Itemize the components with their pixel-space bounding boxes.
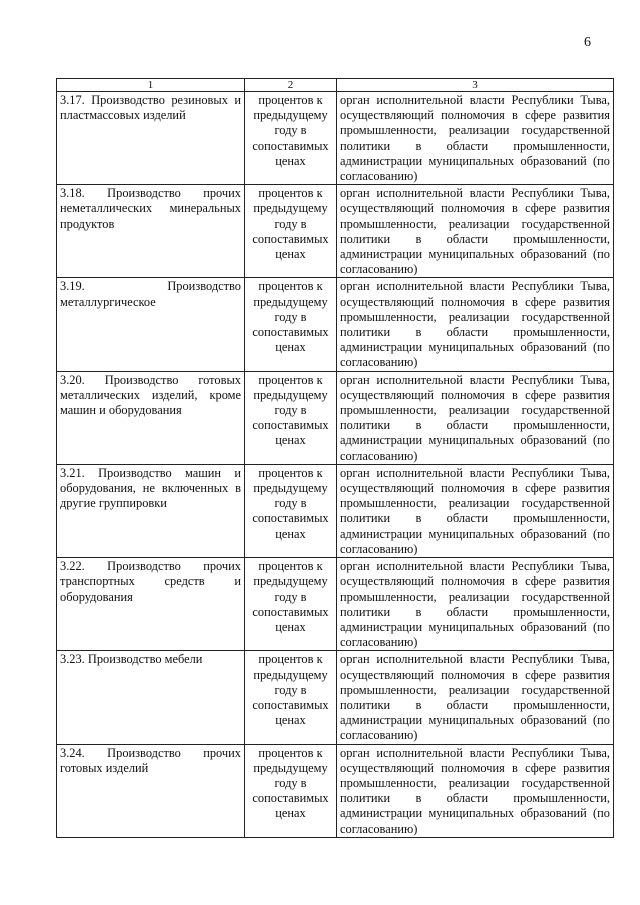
- unit-cell: [245, 185, 337, 278]
- table-row: [57, 278, 614, 371]
- responsible-cell: [337, 185, 614, 278]
- responsible-text: орган исполнительной власти Республики Тыва, осуществляющий полномочия в сфере развития промышленности, реализации государственной политики в области промышленности, администрации муниципальных образований (по согласованию): [340, 745, 610, 836]
- table-row: [57, 464, 614, 557]
- responsible-cell: [337, 92, 614, 185]
- indicator-text: 3.23. Производство мебели: [60, 652, 203, 667]
- column-header-1: 1: [57, 79, 245, 92]
- indicator-cell: [57, 371, 245, 464]
- unit-cell: [245, 464, 337, 557]
- page-number: 6: [584, 35, 591, 50]
- indicator-text: 3.21. Производство машин и оборудования, не включенных в другие группировки: [60, 465, 241, 511]
- indicator-cell: [57, 278, 245, 371]
- unit-cell: [245, 558, 337, 651]
- responsible-cell: [337, 744, 614, 837]
- unit-cell: [245, 278, 337, 371]
- table-row: [57, 92, 614, 185]
- indicator-cell: [57, 744, 245, 837]
- unit-cell: [245, 744, 337, 837]
- unit-text: процентов к предыдущему году в сопоставимых ценах: [252, 652, 329, 728]
- responsible-cell: [337, 278, 614, 371]
- responsible-cell: [337, 464, 614, 557]
- responsible-cell: [337, 651, 614, 744]
- unit-text: процентов к предыдущему году в сопоставимых ценах: [252, 559, 329, 634]
- table-header-row: [57, 79, 614, 92]
- unit-text: процентов к предыдущему году в сопоставимых ценах: [252, 465, 329, 541]
- responsible-text: орган исполнительной власти Республики Тыва, осуществляющий полномочия в сфере развития промышленности, реализации государственной политики в области промышленности, администрации муниципальных образований (по согласованию): [340, 279, 610, 370]
- indicator-text: 3.20. Производство готовых металлических изделий, кроме машин и оборудования: [60, 372, 241, 418]
- indicator-text: 3.17. Производство резиновых и пластмассовых изделий: [60, 93, 241, 123]
- indicator-text: 3.22. Производство прочих транспортных средств и оборудования: [60, 559, 241, 604]
- unit-cell: [245, 651, 337, 744]
- indicator-cell: [57, 651, 245, 744]
- responsible-cell: [337, 371, 614, 464]
- indicator-cell: [57, 92, 245, 185]
- unit-text: процентов к предыдущему году в сопоставимых ценах: [252, 279, 329, 355]
- table-row: [57, 744, 614, 837]
- indicator-text: 3.24. Производство прочих готовых изделий: [60, 745, 241, 775]
- table-row: [57, 651, 614, 744]
- unit-text: процентов к предыдущему году в сопоставимых ценах: [252, 372, 329, 448]
- responsible-text: орган исполнительной власти Республики Тыва, осуществляющий полномочия в сфере развития промышленности, реализации государственной политики в области промышленности, администрации муниципальных образований (по согласованию): [340, 465, 610, 556]
- unit-cell: [245, 371, 337, 464]
- indicator-cell: [57, 185, 245, 278]
- responsible-text: орган исполнительной власти Республики Тыва, осуществляющий полномочия в сфере развития промышленности, реализации государственной политики в области промышленности, администрации муниципальных образований (по согласованию): [340, 186, 610, 277]
- unit-text: процентов к предыдущему году в сопоставимых ценах: [252, 186, 329, 262]
- responsible-text: орган исполнительной власти Республики Тыва, осуществляющий полномочия в сфере развития промышленности, реализации государственной политики в области промышленности, администрации муниципальных образований (по согласованию): [340, 93, 610, 184]
- unit-text: процентов к предыдущему году в сопоставимых ценах: [252, 745, 329, 821]
- column-header-3: 3: [337, 79, 614, 92]
- indicator-cell: [57, 558, 245, 651]
- unit-cell: [245, 92, 337, 185]
- column-header-2: 2: [245, 79, 337, 92]
- responsible-cell: [337, 558, 614, 651]
- unit-text: процентов к предыдущему году в сопоставимых ценах: [252, 93, 329, 168]
- indicator-cell: [57, 464, 245, 557]
- responsible-text: орган исполнительной власти Республики Тыва, осуществляющий полномочия в сфере развития промышленности, реализации государственной политики в области промышленности, администрации муниципальных образований (по согласованию): [340, 652, 610, 743]
- table-row: [57, 558, 614, 651]
- indicators-table: [56, 78, 614, 838]
- indicator-text: 3.19. Производство металлургическое: [60, 279, 241, 309]
- responsible-text: орган исполнительной власти Республики Тыва, осуществляющий полномочия в сфере развития промышленности, реализации государственной политики в области промышленности, администрации муниципальных образований (по согласованию): [340, 559, 610, 650]
- table-row: [57, 371, 614, 464]
- table-row: [57, 185, 614, 278]
- indicator-text: 3.18. Производство прочих неметаллических минеральных продуктов: [60, 186, 241, 231]
- responsible-text: орган исполнительной власти Республики Тыва, осуществляющий полномочия в сфере развития промышленности, реализации государственной политики в области промышленности, администрации муниципальных образований (по согласованию): [340, 372, 610, 463]
